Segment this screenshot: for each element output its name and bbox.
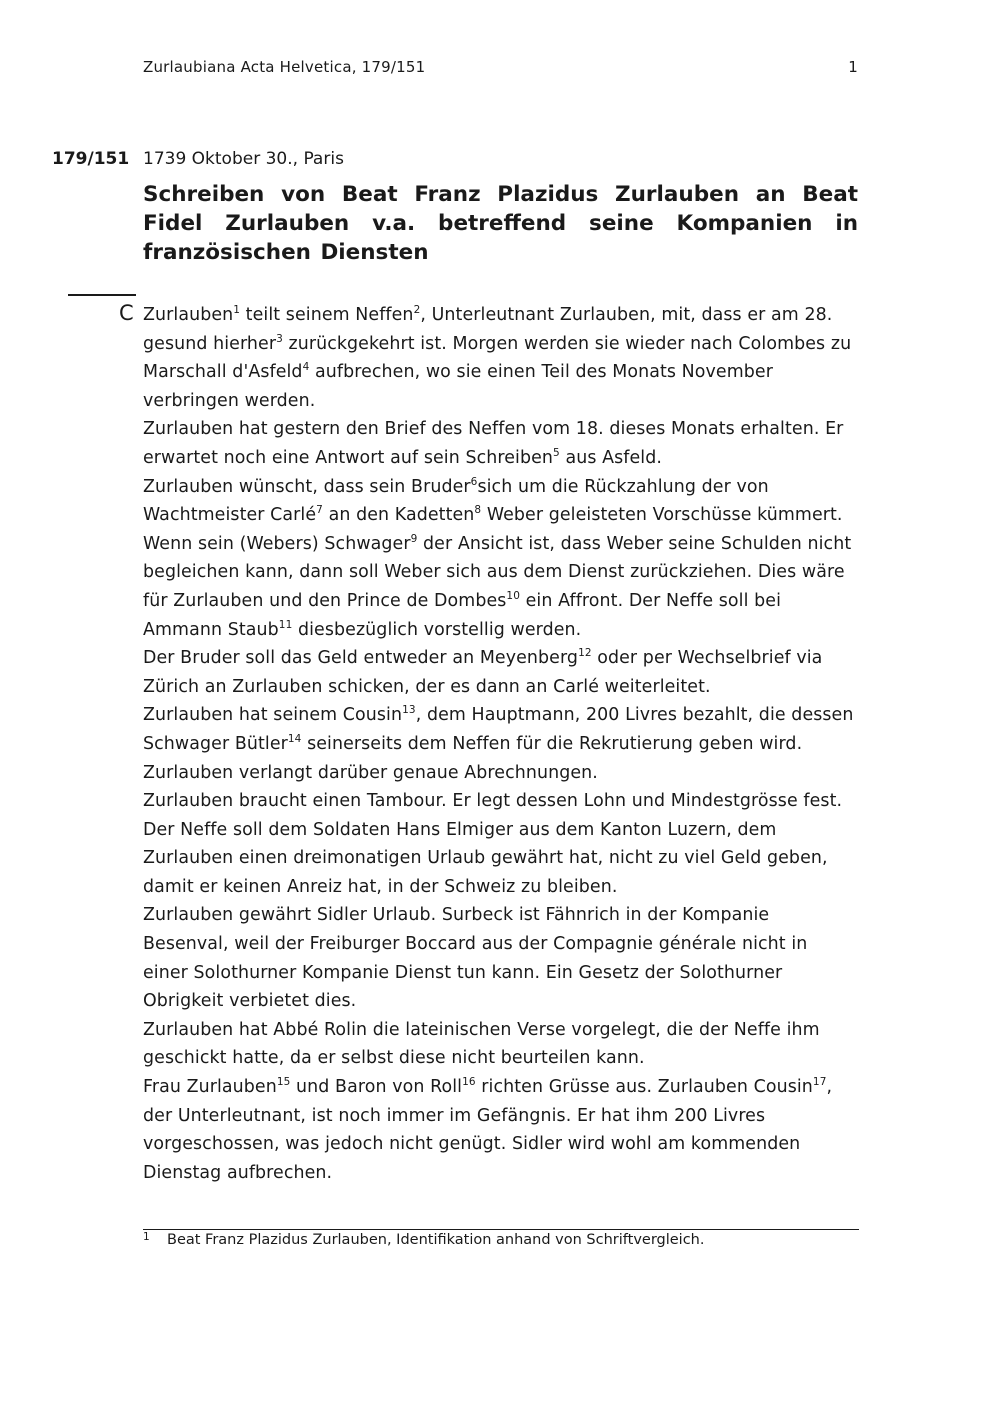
regest-text-segment: zurückgekehrt ist. Morgen werden sie wieder nach Colombes zu [282, 333, 852, 354]
regest-text-segment: verbringen werden. [143, 390, 316, 411]
regest-line [143, 358, 873, 387]
regest-text-segment: Marschall d'Asfeld [143, 362, 303, 383]
regest-text-segment: sich um die Rückzahlung der von [477, 476, 769, 497]
regest-line [143, 301, 873, 330]
regest-text-segment: gesund hierher [143, 333, 277, 354]
regest-text-segment: , dem Hauptmann, 200 Livres bezahlt, die dessen [415, 705, 854, 726]
regest-text-segment: ein Affront. Der Neffe soll bei [519, 590, 782, 611]
regest-line [143, 730, 873, 759]
regest-text-segment: Schwager Bütler [143, 733, 288, 754]
footnote-text: Beat Franz Plazidus Zurlauben, Identifikation anhand von Schriftvergleich. [167, 1232, 705, 1248]
regest-text-segment: der Ansicht ist, dass Weber seine Schulden nicht [417, 533, 852, 554]
regest-text-segment: und Baron von Roll [290, 1077, 463, 1098]
regest-text-segment: , Unterleutnant Zurlauben, mit, dass er am 28. [420, 305, 833, 325]
footnote-ref: 7 [316, 504, 323, 517]
footnote-ref: 11 [278, 618, 293, 631]
regest-text-segment: Obrigkeit verbietet dies. [143, 991, 357, 1012]
regest-text-segment: Zurlauben hat seinem Cousin [143, 705, 403, 726]
regest-text-segment: für Zurlauben und den Prince de Dombes [143, 590, 507, 611]
regest-text-segment: richten Grüsse aus. Zurlauben Cousin [475, 1077, 813, 1098]
regest-text-segment: Dienstag aufbrechen. [143, 1162, 333, 1183]
regest-line [143, 1016, 873, 1045]
regest-line [143, 1102, 873, 1131]
regest-line [143, 901, 873, 930]
regest-text-segment: erwartet noch eine Antwort auf sein Schreiben [143, 447, 554, 468]
footnote-ref: 17 [812, 1076, 827, 1089]
footnote-ref: 1 [233, 304, 241, 316]
footnote-ref: 14 [287, 732, 302, 745]
footnote-ref: 16 [462, 1076, 476, 1089]
regest-text-segment: begleichen kann, dann soll Weber sich aus dem Dienst zurückziehen. Dies wäre [143, 562, 845, 583]
regest-line [143, 816, 873, 845]
regest-text-segment: Zurlauben hat gestern den Brief des Neffen vom 18. dieses Monats erhalten. Er [143, 419, 844, 440]
regest-text-segment: Besenval, weil der Freiburger Boccard aus der Compagnie générale nicht in [143, 934, 808, 955]
footnote-ref: 4 [302, 361, 310, 374]
regest-line [143, 673, 873, 702]
footnote-ref: 10 [506, 589, 520, 602]
regest-text-segment: Zurlauben wünscht, dass sein Bruder [143, 476, 471, 497]
regest-text-segment: diesbezüglich vorstellig werden. [292, 619, 582, 640]
footnote-ref: 15 [276, 1076, 291, 1089]
regest-line [143, 930, 873, 959]
regest-line [143, 787, 873, 816]
regest-line [143, 1130, 873, 1159]
regest-text-segment: Ammann Staub [143, 619, 279, 640]
regest-text-segment: Der Bruder soll das Geld entweder an Meyenberg [143, 648, 579, 669]
regest-text-segment: teilt seinem Neffen [240, 305, 414, 325]
entry-id: 179/151 [52, 149, 130, 169]
regest-text-segment: Zurlauben [143, 305, 234, 325]
footnote-number: 1 [143, 1231, 150, 1243]
regest-text-segment: Zurlauben gewährt Sidler Urlaub. Surbeck ist Fähnrich in der Kompanie [143, 905, 770, 926]
regest-text-segment: geschickt hatte, da er selbst diese nicht beurteilen kann. [143, 1048, 645, 1069]
regest-text-segment: Wenn sein (Webers) Schwager [143, 533, 411, 554]
footnote-ref: 5 [553, 446, 560, 459]
footnote-ref: 12 [578, 647, 592, 660]
footnote-ref: 3 [276, 332, 283, 345]
regest-text-segment: einer Solothurner Kompanie Dienst tun kann. Ein Gesetz der Solothurner [143, 962, 783, 983]
regest-line [143, 701, 873, 730]
document-title: Schreiben von Beat Franz Plazidus Zurlauben an Beat Fidel Zurlauben v.a. betreffend seine Kompanien in französischen Diensten [143, 182, 858, 265]
regest-line [143, 501, 873, 530]
regest-line [143, 1159, 873, 1188]
footnote-ref: 13 [402, 704, 416, 717]
regest-line [143, 873, 873, 902]
regest-text [143, 301, 873, 1187]
regest-line [143, 844, 873, 873]
regest-line [143, 987, 873, 1016]
regest-text-segment: der Unterleutnant, ist noch immer im Gefängnis. Er hat ihm 200 Livres [143, 1105, 766, 1126]
regest-line [143, 530, 873, 559]
regest-text-segment: Zürich an Zurlauben schicken, der es dann an Carlé weiterleitet. [143, 676, 711, 697]
regest-text-segment: Wachtmeister Carlé [143, 505, 317, 526]
regest-text-segment: Zurlauben verlangt darüber genaue Abrechnungen. [143, 762, 598, 783]
running-head-title: Zurlaubiana Acta Helvetica, 179/151 [143, 58, 426, 76]
regest-line [143, 644, 873, 673]
regest-line [143, 415, 873, 444]
regest-text-segment: Zurlauben braucht einen Tambour. Er legt dessen Lohn und Mindestgrösse fest. [143, 791, 843, 812]
regest-text-segment: damit er keinen Anreiz hat, in der Schweiz zu bleiben. [143, 876, 618, 897]
marker-c: C [119, 301, 134, 325]
regest-text-segment: aus Asfeld. [559, 447, 663, 468]
running-head [143, 58, 858, 76]
regest-text-segment: Frau Zurlauben [143, 1077, 277, 1098]
regest-text-segment: , [826, 1077, 833, 1098]
regest-text-segment: Weber geleisteten Vorschüsse kümmert. [481, 505, 843, 526]
regest-line [143, 587, 873, 616]
regest-line [143, 959, 873, 988]
regest-line [143, 558, 873, 587]
footnote-ref: 9 [410, 532, 418, 545]
regest-text-segment: aufbrechen, wo sie einen Teil des Monats November [309, 362, 773, 383]
regest-line [143, 387, 873, 416]
regest-text-segment: Der Neffe soll dem Soldaten Hans Elmiger aus dem Kanton Luzern, dem [143, 819, 777, 840]
entry-date-place: 1739 Oktober 30., Paris [143, 149, 344, 169]
regest-line [143, 1073, 873, 1102]
regest-line [143, 444, 873, 473]
regest-text-segment: Zurlauben hat Abbé Rolin die lateinischen Verse vorgelegt, die der Neffe ihm [143, 1019, 820, 1040]
regest-line [143, 473, 873, 502]
page-number: 1 [848, 58, 858, 76]
regest-text-segment: Zurlauben einen dreimonatigen Urlaub gewährt hat, nicht zu viel Geld geben, [143, 848, 828, 869]
regest-text-segment: vorgeschossen, was jedoch nicht genügt. Sidler wird wohl am kommenden [143, 1134, 801, 1155]
regest-line [143, 759, 873, 788]
regest-text-segment: seinerseits dem Neffen für die Rekrutierung geben wird. [301, 733, 803, 754]
regest-text-segment: an den Kadetten [322, 505, 475, 526]
margin-rule [68, 294, 136, 296]
regest-text-segment: oder per Wechselbrief via [591, 648, 823, 669]
regest-line [143, 1044, 873, 1073]
regest-line [143, 616, 873, 645]
footnote-ref: 8 [474, 504, 482, 517]
footnote-ref: 6 [470, 475, 478, 488]
regest-line [143, 330, 873, 359]
footnote-ref: 2 [413, 304, 421, 316]
